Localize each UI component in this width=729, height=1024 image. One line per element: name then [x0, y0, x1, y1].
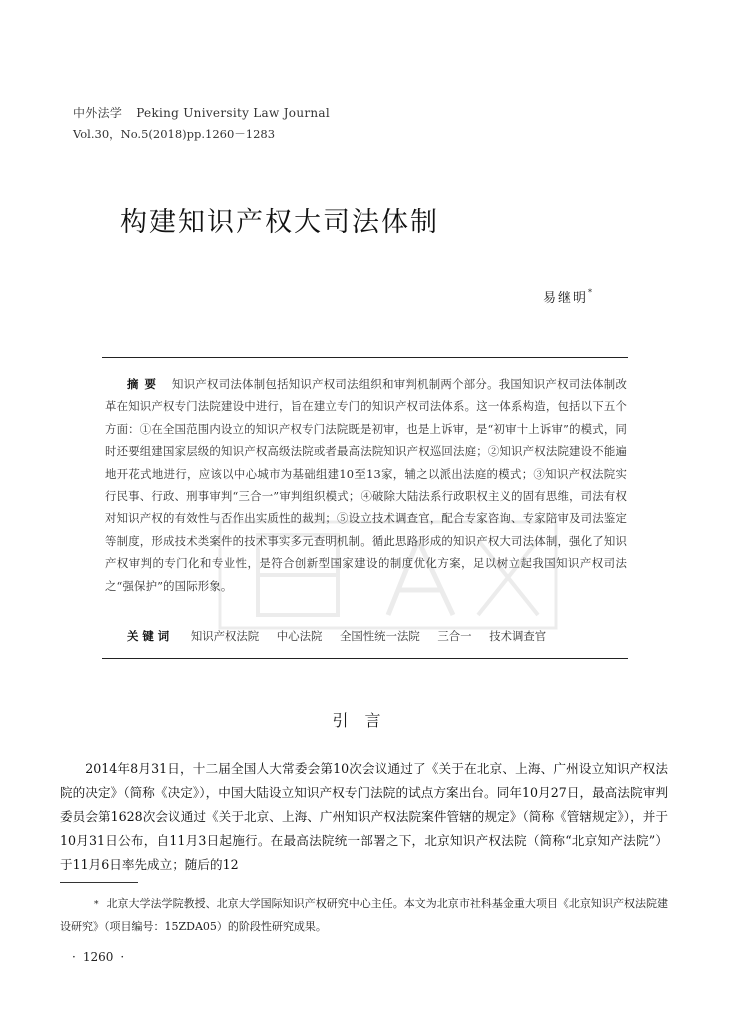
page-number-dot-right: · — [120, 950, 125, 964]
abstract-label: 摘要 — [127, 377, 163, 391]
abstract-text: 知识产权司法体制包括知识产权司法组织和审判机制两个部分。我国知识产权司法体制改革在知识产权专门法院建设中进行，旨在建立专门的知识产权司法体系。这一体系构造，包括以下五个方面：①在全国范围内设立的知识产权专门法院既是初审，也是上诉审，是“初审十上诉审”的模式，同时还要组建国家层级的知识产权高级法院或者最高法院知识产权巡回法庭；②知识产权法院建设不能遍地开花式地进行，应该以中心城市为基础组建10至13家，辅之以派出法庭的模式；③知识产权法院实行民事、行政、刑事审判“三合一”审判组织模式；④破除大陆法系行政职权主义的固有思维，司法有权对知识产权的有效性与否作出实质性的裁判；⑤设立技术调查官，配合专家咨询、专家陪审及司法鉴定等制度，形成技术类案件的技术事实多元查明机制。循此思路形成的知识产权大司法体制，强化了知识产权审判的专门化和专业性，是符合创新型国家建设的制度优化方案，足以树立起我国知识产权司法之“强保护”的国际形象。 — [105, 377, 627, 593]
journal-name-en: Peking University Law Journal — [136, 106, 331, 120]
keyword-item: 知识产权法院 — [190, 629, 260, 643]
author-footnote-marker: * — [588, 288, 593, 297]
keywords-label: 关键词 — [127, 629, 174, 643]
section-heading: 引言 — [332, 711, 397, 730]
volume-info: Vol.30，No.5(2018)pp.1260－1283 — [73, 127, 276, 141]
footnote-text: 北京大学法学院教授、北京大学国际知识产权研究中心主任。本文为北京市社科基金重大项目《北京知识产权法院建设研究》（项目编号：15ZDA05）的阶段性研究成果。 — [60, 897, 668, 933]
keyword-item: 三合一 — [437, 629, 472, 643]
footnote — [60, 893, 668, 938]
keyword-item: 全国性统一法院 — [340, 629, 420, 643]
keywords — [127, 628, 560, 644]
article-title: 构建知识产权大司法体制 — [120, 207, 439, 238]
author — [543, 287, 592, 306]
page-number — [65, 950, 131, 964]
abstract-bottom-rule — [102, 658, 628, 659]
page-number-dot-left: · — [72, 950, 76, 964]
footnote-rule — [60, 882, 138, 883]
page-number-value: 1260 — [82, 950, 114, 964]
abstract — [105, 373, 627, 597]
journal-header — [73, 104, 330, 121]
keyword-item: 技术调查官 — [489, 629, 547, 643]
abstract-top-rule — [102, 357, 628, 358]
body-paragraph: 2014年8月31日，十二届全国人大常委会第10次会议通过了《关于在北京、上海、广州设立知识产权法院的决定》（简称《决定》），中国大陆设立知识产权专门法院的试点方案出台。同年10月27日，最高法院审判委员会第1628次会议通过《关于北京、上海、广州知识产权法院案件管辖的规定》（简称《管辖规定》），并于10月31日公布，自11月3日起施行。在最高法院统一部署之下，北京知识产权法院（简称“北京知产法院”）于11月6日率先成立；随后的12 — [60, 761, 668, 872]
body-text — [60, 757, 668, 877]
footnote-marker: * — [94, 900, 99, 910]
author-name: 易继明 — [543, 291, 589, 306]
journal-name-cn: 中外法学 — [73, 106, 123, 120]
keyword-item: 中心法院 — [276, 629, 323, 643]
